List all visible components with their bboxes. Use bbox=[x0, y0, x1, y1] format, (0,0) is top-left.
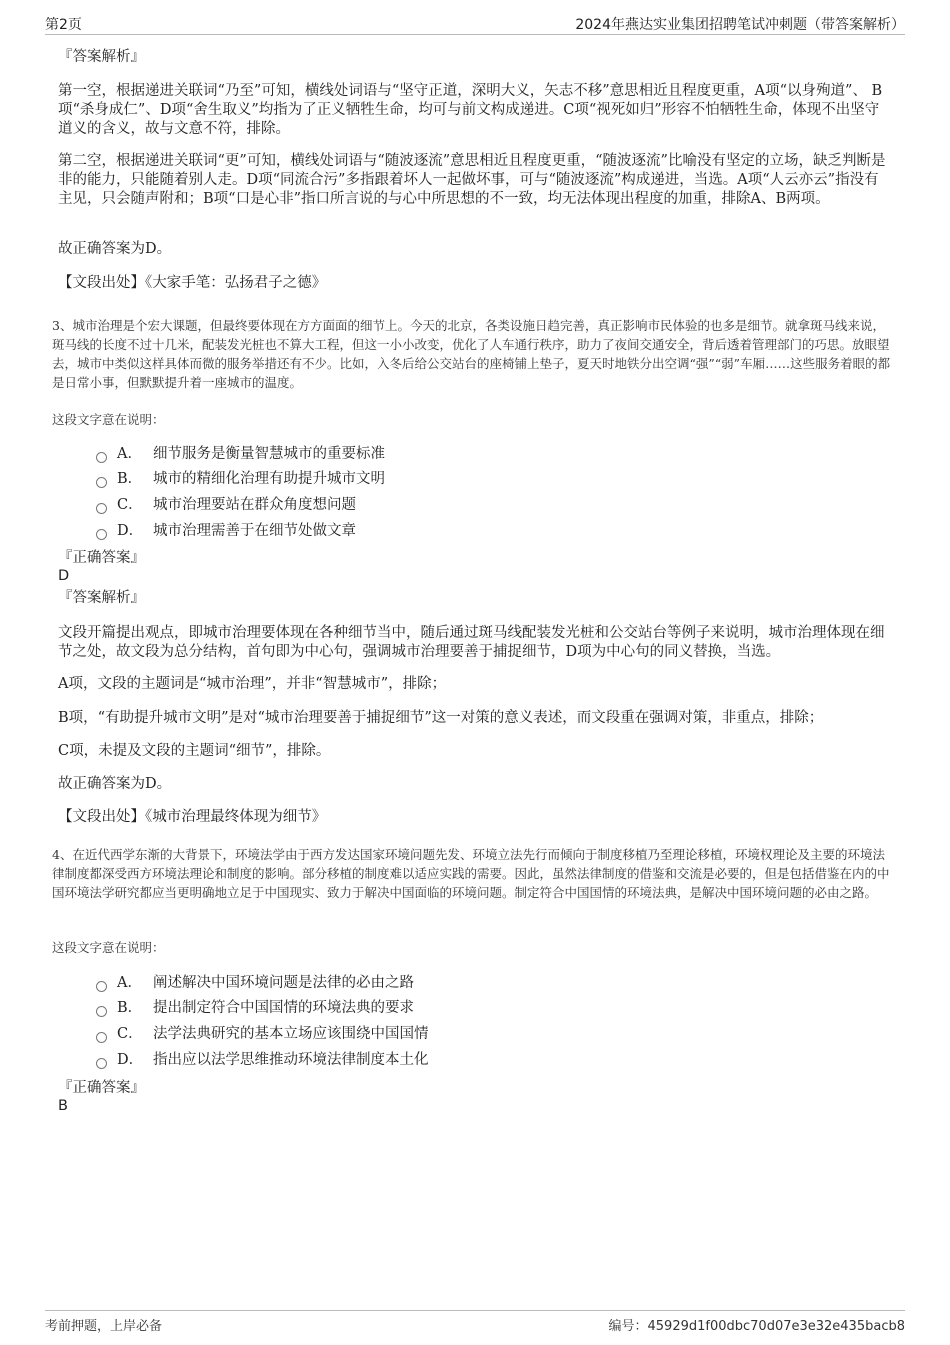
q3-analysis-p3: B项，“有助提升城市文明”是对“城市治理要善于捕捉细节”这一对策的意义表述，而文段重在强调对策，非重点，排除； bbox=[58, 710, 824, 726]
option-text: 细节服务是衡量智慧城市的重要标准 bbox=[153, 446, 385, 462]
q4-answer-label: 『正确答案』 bbox=[58, 1080, 145, 1096]
option-letter: A． bbox=[117, 975, 142, 991]
footer-serial: 编号：45929d1f00dbc70d07e3e32e435bacb8 bbox=[608, 1319, 905, 1334]
footer-slogan: 考前押题，上岸必备 bbox=[45, 1319, 163, 1334]
radio-icon[interactable] bbox=[96, 1058, 107, 1069]
document-title: 2024年燕达实业集团招聘笔试冲刺题（带答案解析） bbox=[575, 17, 905, 33]
option-letter: C． bbox=[117, 497, 143, 513]
q3-analysis-p2: A项，文段的主题词是“城市治理”，并非“智慧城市”，排除； bbox=[58, 676, 447, 692]
q3-analysis-p4: C项，未提及文段的主题词“细节”，排除。 bbox=[58, 743, 331, 759]
q4-passage: 4、在近代西学东渐的大背景下，环境法学由于西方发达国家环境问题先发、环境立法先行而倾向于制度移植乃至理论移植，环境权理论及主要的环境法律制度都深受西方环境法理论和制度的影响。部分移植的制度难以适应实践的需要。因此，虽然法律制度的借鉴和交流是必要的，但是包括借鉴在内的中国环境法学研究都应当更明确地立足于中国现实、致力于解决中国面临的环境问题。制定符合中国国情的环境法典，是解决中国环境问题的必由之路。 bbox=[52, 847, 890, 900]
q3-conclusion: 故正确答案为D。 bbox=[58, 776, 172, 792]
page-number: 第2页 bbox=[45, 17, 82, 33]
option-letter: B． bbox=[117, 1000, 143, 1016]
q3-option-a[interactable] bbox=[96, 445, 385, 464]
q4-option-d[interactable] bbox=[96, 1051, 429, 1070]
option-text: 阐述解决中国环境问题是法律的必由之路 bbox=[153, 975, 414, 991]
radio-icon[interactable] bbox=[96, 503, 107, 514]
q3-analysis-p1: 文段开篇提出观点，即城市治理要体现在各种细节当中，随后通过斑马线配装发光桩和公交站台等例子来说明，城市治理体现在细节之处，故文段为总分结构，首句即为中心句，强调城市治理要善于捕捉细节，D项为中心句的同义替换，当选。 bbox=[58, 625, 885, 660]
q2-analysis-p1: 第一空，根据递进关联词“乃至”可知，横线处词语与“坚守正道，深明大义，矢志不移”意思相近且程度更重，A项“以身殉道”、 B项“杀身成仁”、D项“舍生取义”均指为了正义牺牲生命，均可与前文构成递进。C项“视死如归”形容不怕牺牲生命，体现不出坚守道义的含义，故与文意不符，排除。 bbox=[58, 83, 883, 137]
radio-icon[interactable] bbox=[96, 1032, 107, 1043]
page-header bbox=[45, 14, 905, 35]
option-letter: A． bbox=[117, 446, 142, 462]
option-letter: D． bbox=[117, 1052, 144, 1068]
q4-answer: B bbox=[58, 1098, 68, 1114]
q3-prompt: 这段文字意在说明： bbox=[52, 412, 165, 427]
q3-option-d[interactable] bbox=[96, 522, 356, 541]
q2-conclusion: 故正确答案为D。 bbox=[58, 241, 172, 257]
option-text: 城市治理要站在群众角度想问题 bbox=[153, 497, 356, 513]
radio-icon[interactable] bbox=[96, 1006, 107, 1017]
q3-answer-label: 『正确答案』 bbox=[58, 550, 145, 566]
option-text: 城市治理需善于在细节处做文章 bbox=[153, 523, 356, 539]
q2-analysis-label: 『答案解析』 bbox=[58, 49, 145, 65]
radio-icon[interactable] bbox=[96, 981, 107, 992]
q4-option-a[interactable] bbox=[96, 974, 414, 993]
q4-option-c[interactable] bbox=[96, 1025, 429, 1044]
q4-option-b[interactable] bbox=[96, 999, 414, 1018]
q3-answer: D bbox=[58, 568, 70, 584]
q2-analysis-p2: 第二空，根据递进关联词“更”可知，横线处词语与“随波逐流”意思相近且程度更重，“随波逐流”比喻没有坚定的立场，缺乏判断是非的能力，只能随着别人走。D项“同流合污”多指跟着坏人一起做坏事，可与“随波逐流”构成递进，当选。A项“人云亦云”指没有主见，只会随声附和；B项“口是心非”指口所言说的与心中所思想的不一致，均无法体现出程度的加重，排除A、B两项。 bbox=[58, 153, 886, 207]
q3-passage: 3、城市治理是个宏大课题，但最终要体现在方方面面的细节上。今天的北京，各类设施日趋完善，真正影响市民体验的也多是细节。就拿斑马线来说，斑马线的长度不过十几米，配装发光桩也不算大工程，但这一小小改变，优化了人车通行秩序，助力了夜间交通安全，背后透着管理部门的巧思。放眼望去，城市中类似这样具体而微的服务举措还有不少。比如，入冬后给公交站台的座椅铺上垫子，夏天时地铁分出空调“强”“弱”车厢……这些服务着眼的都是日常小事，但默默提升着一座城市的温度。 bbox=[52, 318, 891, 390]
option-text: 提出制定符合中国国情的环境法典的要求 bbox=[153, 1000, 414, 1016]
radio-icon[interactable] bbox=[96, 452, 107, 463]
option-text: 城市的精细化治理有助提升城市文明 bbox=[153, 471, 385, 487]
q2-source: 【文段出处】《大家手笔：弘扬君子之德》 bbox=[58, 275, 327, 291]
radio-icon[interactable] bbox=[96, 529, 107, 540]
q3-option-b[interactable] bbox=[96, 470, 385, 489]
option-letter: D． bbox=[117, 523, 144, 539]
option-letter: C． bbox=[117, 1026, 143, 1042]
option-letter: B． bbox=[117, 471, 143, 487]
q3-analysis-label: 『答案解析』 bbox=[58, 590, 145, 606]
option-text: 指出应以法学思维推动环境法律制度本土化 bbox=[153, 1052, 429, 1068]
q3-option-c[interactable] bbox=[96, 496, 356, 515]
page-footer bbox=[45, 1310, 905, 1338]
q4-prompt: 这段文字意在说明： bbox=[52, 940, 165, 955]
q3-source: 【文段出处】《城市治理最终体现为细节》 bbox=[58, 809, 327, 825]
option-text: 法学法典研究的基本立场应该围绕中国国情 bbox=[153, 1026, 429, 1042]
radio-icon[interactable] bbox=[96, 477, 107, 488]
